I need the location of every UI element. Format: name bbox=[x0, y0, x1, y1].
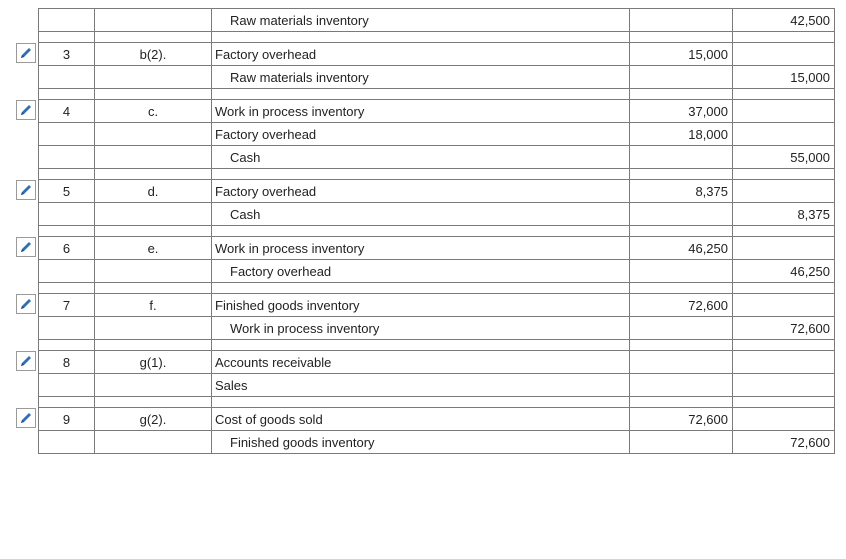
transaction-ref-cell: e. bbox=[95, 237, 212, 259]
transaction-ref-cell bbox=[95, 146, 212, 168]
entry-number-cell bbox=[39, 66, 95, 88]
account-cell[interactable]: Finished goods inventory bbox=[212, 294, 630, 316]
account-cell[interactable] bbox=[212, 283, 630, 293]
transaction-ref-cell: f. bbox=[95, 294, 212, 316]
transaction-ref-cell bbox=[95, 226, 212, 236]
debit-cell[interactable] bbox=[630, 340, 733, 350]
credit-cell[interactable]: 42,500 bbox=[733, 9, 835, 31]
entry-number-cell bbox=[39, 260, 95, 282]
table-row bbox=[39, 9, 835, 32]
spacer-row bbox=[39, 226, 835, 237]
credit-cell[interactable] bbox=[733, 351, 835, 373]
transaction-ref-cell: b(2). bbox=[95, 43, 212, 65]
spacer-row bbox=[39, 89, 835, 100]
pencil-icon bbox=[19, 297, 33, 311]
entry-number-cell bbox=[39, 9, 95, 31]
debit-cell[interactable] bbox=[630, 9, 733, 31]
entry-number-cell bbox=[39, 283, 95, 293]
entry-number-cell: 7 bbox=[39, 294, 95, 316]
debit-cell[interactable] bbox=[630, 351, 733, 373]
credit-cell[interactable] bbox=[733, 374, 835, 396]
account-cell[interactable]: Cost of goods sold bbox=[212, 408, 630, 430]
table-row bbox=[39, 431, 835, 454]
account-cell[interactable]: Raw materials inventory bbox=[212, 66, 630, 88]
entry-number-cell: 9 bbox=[39, 408, 95, 430]
table-row bbox=[39, 43, 835, 66]
entry-number-cell: 8 bbox=[39, 351, 95, 373]
account-cell[interactable]: Accounts receivable bbox=[212, 351, 630, 373]
account-cell[interactable] bbox=[212, 32, 630, 42]
debit-cell[interactable]: 15,000 bbox=[630, 43, 733, 65]
credit-cell[interactable] bbox=[733, 180, 835, 202]
transaction-ref-cell bbox=[95, 340, 212, 350]
entry-number-cell bbox=[39, 374, 95, 396]
journal-table bbox=[38, 8, 835, 454]
edit-entry-button[interactable] bbox=[16, 100, 36, 120]
account-cell[interactable]: Factory overhead bbox=[212, 43, 630, 65]
entry-number-cell: 3 bbox=[39, 43, 95, 65]
edit-entry-button[interactable] bbox=[16, 43, 36, 63]
debit-cell[interactable] bbox=[630, 374, 733, 396]
entry-number-cell: 5 bbox=[39, 180, 95, 202]
transaction-ref-cell: g(2). bbox=[95, 408, 212, 430]
table-row bbox=[39, 146, 835, 169]
entry-number-cell bbox=[39, 146, 95, 168]
table-row bbox=[39, 237, 835, 260]
account-cell[interactable]: Factory overhead bbox=[212, 123, 630, 145]
spacer-row bbox=[39, 169, 835, 180]
transaction-ref-cell bbox=[95, 32, 212, 42]
pencil-icon bbox=[19, 46, 33, 60]
debit-cell[interactable] bbox=[630, 203, 733, 225]
table-row bbox=[39, 408, 835, 431]
account-cell[interactable]: Cash bbox=[212, 146, 630, 168]
spacer-row bbox=[39, 397, 835, 408]
edit-entry-button[interactable] bbox=[16, 294, 36, 314]
transaction-ref-cell: d. bbox=[95, 180, 212, 202]
account-cell[interactable]: Sales bbox=[212, 374, 630, 396]
transaction-ref-cell bbox=[95, 260, 212, 282]
table-row bbox=[39, 317, 835, 340]
debit-cell[interactable] bbox=[630, 283, 733, 293]
spacer-row bbox=[39, 283, 835, 294]
pencil-icon bbox=[19, 354, 33, 368]
table-row bbox=[39, 203, 835, 226]
account-cell[interactable]: Factory overhead bbox=[212, 180, 630, 202]
debit-cell[interactable]: 37,000 bbox=[630, 100, 733, 122]
entry-number-cell bbox=[39, 431, 95, 453]
debit-cell[interactable] bbox=[630, 317, 733, 339]
debit-cell[interactable] bbox=[630, 431, 733, 453]
transaction-ref-cell bbox=[95, 283, 212, 293]
debit-cell[interactable] bbox=[630, 397, 733, 407]
transaction-ref-cell: g(1). bbox=[95, 351, 212, 373]
entry-number-cell bbox=[39, 340, 95, 350]
credit-cell[interactable] bbox=[733, 237, 835, 259]
entry-number-cell: 4 bbox=[39, 100, 95, 122]
debit-cell[interactable]: 72,600 bbox=[630, 294, 733, 316]
spacer-row bbox=[39, 32, 835, 43]
credit-cell[interactable]: 46,250 bbox=[733, 260, 835, 282]
debit-cell[interactable] bbox=[630, 66, 733, 88]
debit-cell[interactable] bbox=[630, 260, 733, 282]
entry-number-cell: 6 bbox=[39, 237, 95, 259]
account-cell[interactable]: Work in process inventory bbox=[212, 317, 630, 339]
edit-entry-button[interactable] bbox=[16, 408, 36, 428]
account-cell[interactable]: Cash bbox=[212, 203, 630, 225]
credit-cell[interactable] bbox=[733, 89, 835, 99]
debit-cell[interactable] bbox=[630, 89, 733, 99]
account-cell[interactable] bbox=[212, 340, 630, 350]
edit-entry-button[interactable] bbox=[16, 237, 36, 257]
transaction-ref-cell bbox=[95, 203, 212, 225]
edit-entry-button[interactable] bbox=[16, 180, 36, 200]
table-row bbox=[39, 180, 835, 203]
transaction-ref-cell bbox=[95, 431, 212, 453]
credit-cell[interactable] bbox=[733, 123, 835, 145]
pencil-icon bbox=[19, 183, 33, 197]
credit-cell[interactable] bbox=[733, 397, 835, 407]
transaction-ref-cell bbox=[95, 9, 212, 31]
table-row bbox=[39, 123, 835, 146]
credit-cell[interactable] bbox=[733, 340, 835, 350]
credit-cell[interactable] bbox=[733, 226, 835, 236]
transaction-ref-cell bbox=[95, 374, 212, 396]
debit-cell[interactable] bbox=[630, 226, 733, 236]
spacer-row bbox=[39, 340, 835, 351]
credit-cell[interactable]: 55,000 bbox=[733, 146, 835, 168]
table-row bbox=[39, 100, 835, 123]
credit-cell[interactable]: 15,000 bbox=[733, 66, 835, 88]
pencil-icon bbox=[19, 103, 33, 117]
transaction-ref-cell bbox=[95, 169, 212, 179]
entry-number-cell bbox=[39, 169, 95, 179]
transaction-ref-cell bbox=[95, 89, 212, 99]
credit-cell[interactable]: 72,600 bbox=[733, 317, 835, 339]
transaction-ref-cell bbox=[95, 66, 212, 88]
credit-cell[interactable] bbox=[733, 32, 835, 42]
account-cell[interactable]: Work in process inventory bbox=[212, 100, 630, 122]
edit-entry-button[interactable] bbox=[16, 351, 36, 371]
table-row bbox=[39, 374, 835, 397]
debit-cell[interactable] bbox=[630, 146, 733, 168]
account-cell[interactable]: Raw materials inventory bbox=[212, 9, 630, 31]
account-cell[interactable] bbox=[212, 397, 630, 407]
debit-cell[interactable]: 72,600 bbox=[630, 408, 733, 430]
debit-cell[interactable] bbox=[630, 32, 733, 42]
credit-cell[interactable] bbox=[733, 294, 835, 316]
transaction-ref-cell bbox=[95, 317, 212, 339]
debit-cell[interactable]: 46,250 bbox=[630, 237, 733, 259]
account-cell[interactable]: Factory overhead bbox=[212, 260, 630, 282]
credit-cell[interactable] bbox=[733, 283, 835, 293]
account-cell[interactable] bbox=[212, 169, 630, 179]
table-row bbox=[39, 351, 835, 374]
table-row bbox=[39, 294, 835, 317]
credit-cell[interactable] bbox=[733, 43, 835, 65]
account-cell[interactable]: Finished goods inventory bbox=[212, 431, 630, 453]
debit-cell[interactable]: 8,375 bbox=[630, 180, 733, 202]
entry-number-cell bbox=[39, 123, 95, 145]
account-cell[interactable]: Work in process inventory bbox=[212, 237, 630, 259]
table-row bbox=[39, 260, 835, 283]
entry-number-cell bbox=[39, 32, 95, 42]
debit-cell[interactable] bbox=[630, 169, 733, 179]
account-cell[interactable] bbox=[212, 89, 630, 99]
entry-number-cell bbox=[39, 226, 95, 236]
entry-number-cell bbox=[39, 397, 95, 407]
debit-cell[interactable]: 18,000 bbox=[630, 123, 733, 145]
transaction-ref-cell bbox=[95, 397, 212, 407]
transaction-ref-cell bbox=[95, 123, 212, 145]
entry-number-cell bbox=[39, 203, 95, 225]
pencil-icon bbox=[19, 411, 33, 425]
credit-cell[interactable] bbox=[733, 169, 835, 179]
credit-cell[interactable] bbox=[733, 408, 835, 430]
entry-number-cell bbox=[39, 317, 95, 339]
table-row bbox=[39, 66, 835, 89]
credit-cell[interactable] bbox=[733, 100, 835, 122]
pencil-icon bbox=[19, 240, 33, 254]
account-cell[interactable] bbox=[212, 226, 630, 236]
transaction-ref-cell: c. bbox=[95, 100, 212, 122]
credit-cell[interactable]: 72,600 bbox=[733, 431, 835, 453]
credit-cell[interactable]: 8,375 bbox=[733, 203, 835, 225]
entry-number-cell bbox=[39, 89, 95, 99]
